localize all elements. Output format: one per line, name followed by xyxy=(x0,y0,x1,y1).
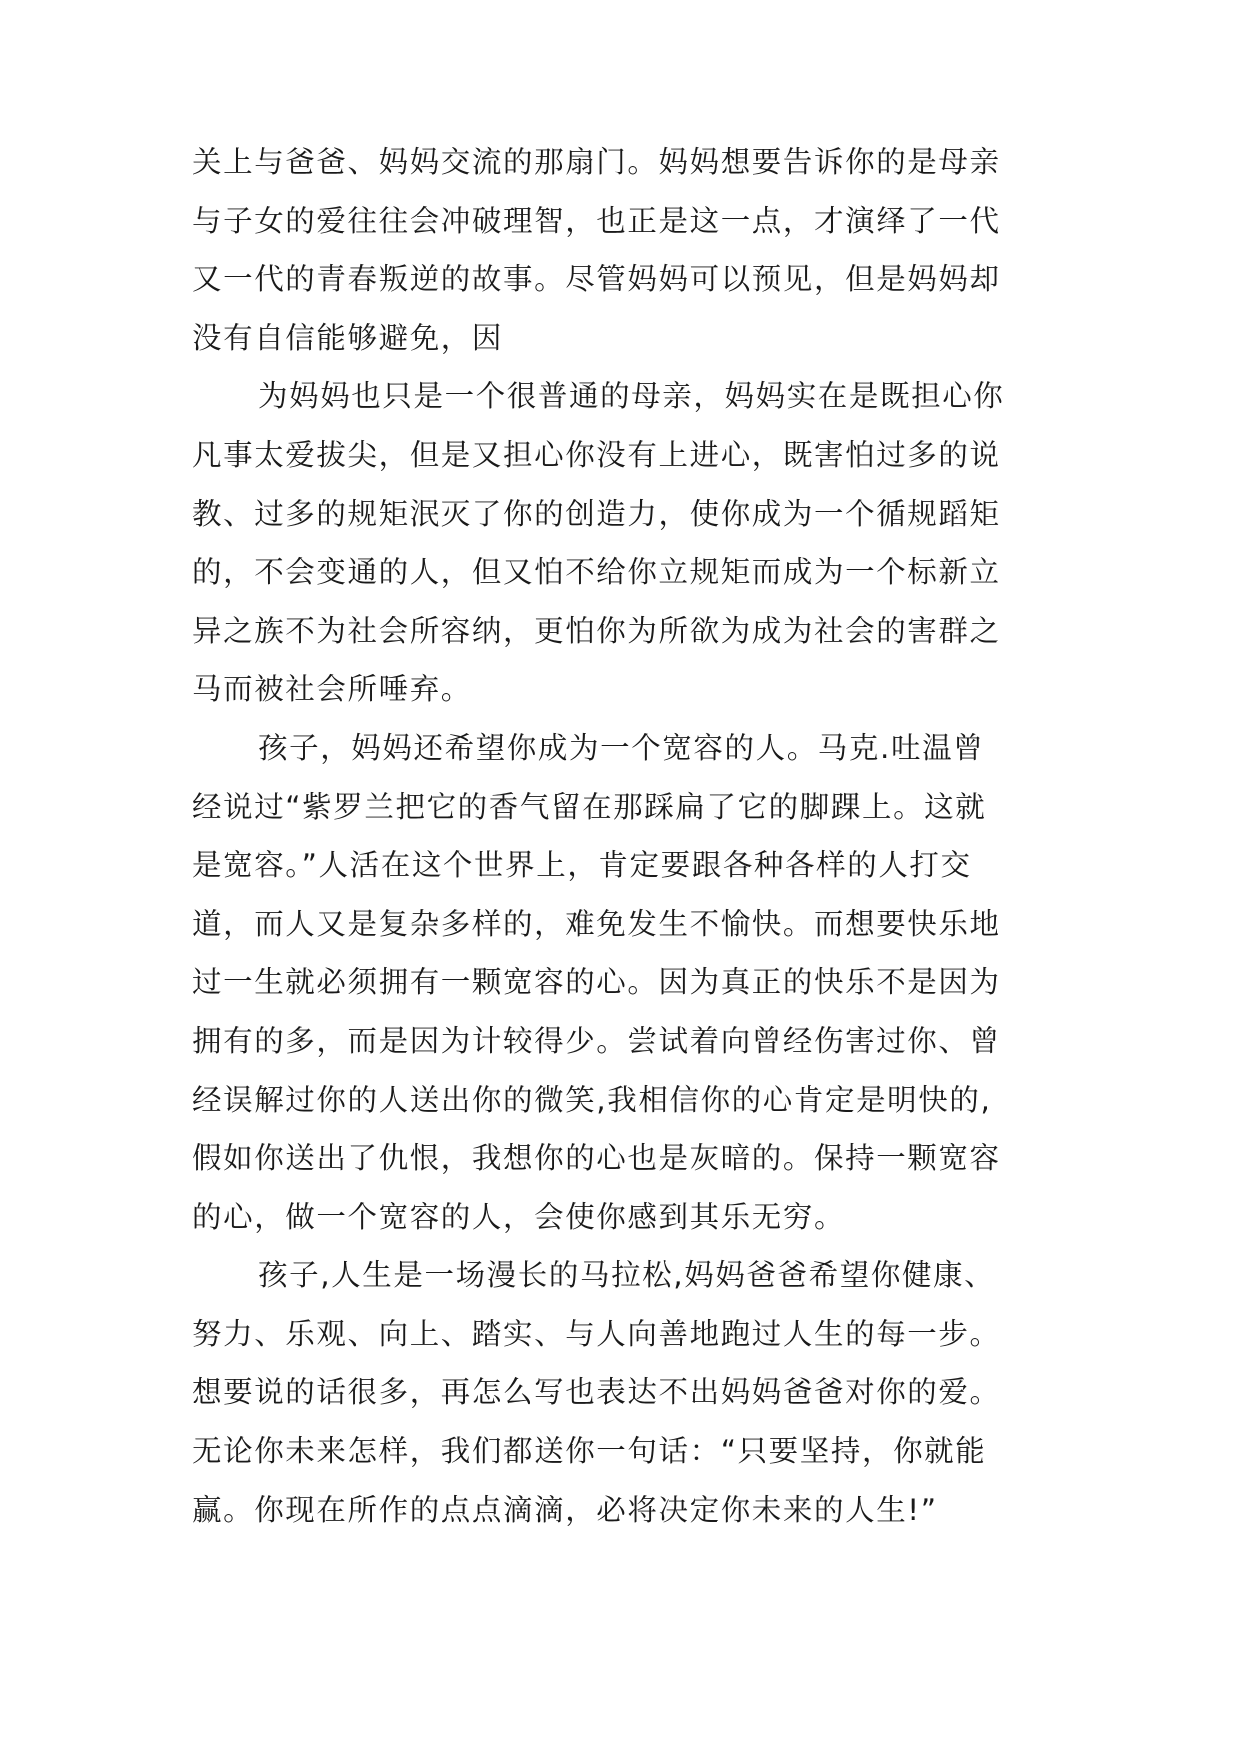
paragraph-first-line: 孩子,人生是一场漫长的马拉松,妈妈爸爸希望你健康、 xyxy=(258,1258,996,1293)
paragraph-first-line: 为妈妈也只是一个很普通的母亲，妈妈实在是既担心你 xyxy=(258,379,1005,414)
text-line: 过一生就必须拥有一颗宽容的心。因为真正的快乐不是因为 xyxy=(192,965,1001,1000)
text-line: 是宽容。”人活在这个世界上，肯定要跟各种各样的人打交 xyxy=(192,848,972,883)
text-line: 马而被社会所唾弃。 xyxy=(192,672,472,707)
text-line: 经说过“紫罗兰把它的香气留在那踩扁了它的脚踝上。这就 xyxy=(192,789,987,824)
text-line: 假如你送出了仇恨，我想你的心也是灰暗的。保持一颗宽容 xyxy=(192,1141,1001,1176)
text-line: 拥有的多，而是因为计较得少。尝试着向曾经伤害过你、曾 xyxy=(192,1023,1001,1058)
text-line: 的，不会变通的人，但又怕不给你立规矩而成为一个标新立 xyxy=(192,555,1001,590)
text-line: 教、过多的规矩泯灭了你的创造力，使你成为一个循规蹈矩 xyxy=(192,496,1001,531)
text-line: 想要说的话很多，再怎么写也表达不出妈妈爸爸对你的爱。 xyxy=(192,1375,1001,1410)
text-line: 关上与爸爸、妈妈交流的那扇门。妈妈想要告诉你的是母亲 xyxy=(192,145,1001,179)
letter-body-text xyxy=(192,133,1072,1539)
text-line: 异之族不为社会所容纳，更怕你为所欲为成为社会的害群之 xyxy=(192,613,1001,648)
text-line: 道，而人又是复杂多样的，难免发生不愉快。而想要快乐地 xyxy=(192,906,1001,941)
text-line: 又一代的青春叛逆的故事。尽管妈妈可以预见，但是妈妈却 xyxy=(192,262,1001,297)
text-line: 与子女的爱往往会冲破理智，也正是这一点，才演绎了一代 xyxy=(192,203,1001,238)
text-line: 无论你未来怎样，我们都送你一句话：“只要坚持，你就能 xyxy=(192,1434,987,1469)
text-line: 赢。你现在所作的点点滴滴，必将决定你未来的人生!” xyxy=(192,1492,938,1527)
text-line: 努力、乐观、向上、踏实、与人向善地跑过人生的每一步。 xyxy=(192,1316,1001,1351)
text-line: 凡事太爱拔尖，但是又担心你没有上进心，既害怕过多的说 xyxy=(192,437,1001,472)
text-line: 没有自信能够避免，因 xyxy=(192,320,504,355)
text-line: 的心，做一个宽容的人，会使你感到其乐无穷。 xyxy=(192,1199,846,1234)
paragraph-first-line: 孩子，妈妈还希望你成为一个宽容的人。马克.吐温曾 xyxy=(258,730,985,765)
text-line: 经误解过你的人送出你的微笑,我相信你的心肯定是明快的, xyxy=(192,1082,992,1117)
